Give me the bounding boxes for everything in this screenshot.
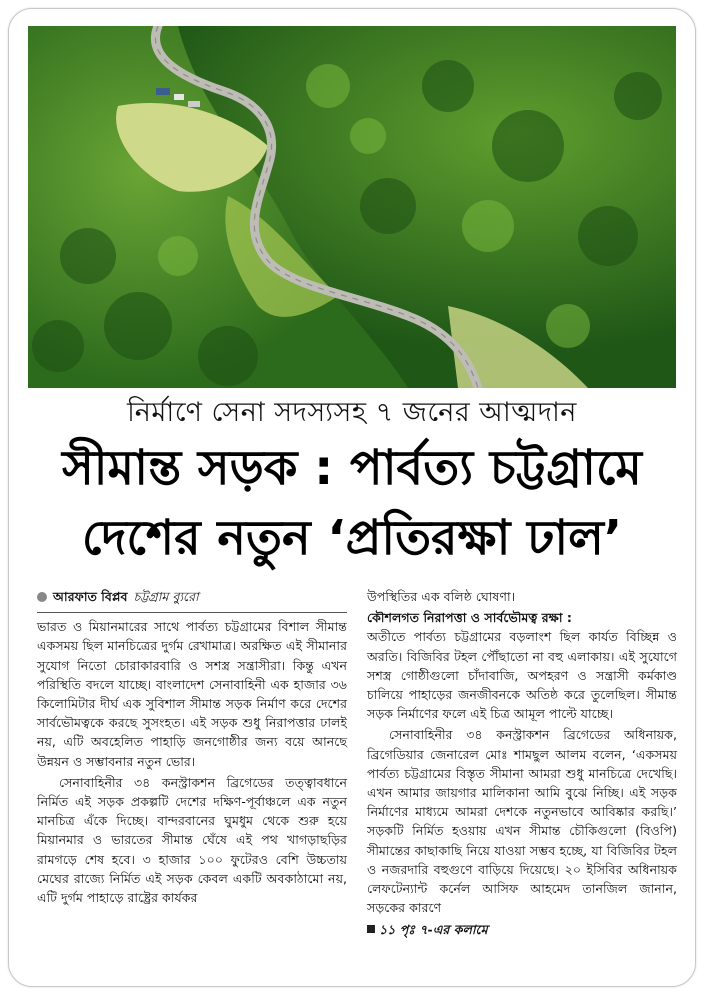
body-paragraph: সেনাবাহিনীর ৩৪ কনস্ট্রাকশন ব্রিগেডের তত্ত্বাবধানে নির্মিত এই সড়ক প্রকল্পটি দেশের দক্ষিণ-পূর্বাঞ্চলে এক নতুন মানচিত্র এঁকে দিচ্ছে। বান্দরবানের ঘুমধুম থেকে শুরু হয়ে মিয়ানমার ও ভারতের সীমান্ত ঘেঁষে এই পথ খাগড়াছড়ির রামগড়ে শেষ হবে। ৩ হাজার ১০০ ফুটেরও বেশি উচ্চতায় মেঘের রাজ্যে নির্মিত এই সড়ক কেবল একটি অবকাঠামো নয়, এটি দুর্গম পাহাড়ে রাষ্ট্রের কার্যকর (37, 774, 347, 906)
body-paragraph: উপস্থিতির এক বলিষ্ঠ ঘোষণা। (367, 589, 516, 604)
bullet-icon (37, 592, 47, 602)
newspaper-clipping (8, 8, 696, 987)
body-paragraph: ভারত ও মিয়ানমারের সাথে পার্বত্য চট্টগ্রামের বিশাল সীমান্ত একসময় ছিল মানচিত্রের দুর্গম রেখামাত্র। অরক্ষিত এই সীমানার সুযোগ নিতো চোরাকারবারি ও সশস্ত্র সন্ত্রাসীরা। কিন্তু এখন পরিস্থিতি বদলে যাচ্ছে। বাংলাদেশ সেনাবাহিনী এক হাজার ৩৬ কিলোমিটার দীর্ঘ এক সুবিশাল সীমান্ত সড়ক নির্মাণ করে দেশের সার্বভৌমত্বকে করছে সুসংহত। এই সড়ক শুধু নিরাপত্তার ঢালই নয়, এটি অবহেলিত পাহাড়ি জনগোষ্ঠীর জন্য বয়ে আনছে উন্নয়ন ও সম্ভাবনার নতুন ভোর। (37, 619, 347, 769)
square-bullet-icon (367, 925, 375, 933)
aerial-road-photo (28, 26, 676, 388)
body-paragraph: সেনাবাহিনীর ৩৪ কনস্ট্রাকশন ব্রিগেডের অধিনায়ক, ব্রিগেডিয়ার জেনারেল মোঃ শামছুল আলম বলেন, ‘একসময় পার্বত্য চট্টগ্রামের বিস্তৃত সীমানা আমরা শুধু মানচিত্রে দেখেছি। এখন আমার জায়গার মালিকানা আমি বুঝে নিচ্ছি। এই সড়ক নির্মাণের মাধ্যমে আমরা দেশকে নতুনভাবে আবিষ্কার করছি।’ সড়কটি নির্মিত হওয়ায় এখন সীমান্ত চৌকিগুলো (বিওপি) সীমান্তের কাছাকাছি নিয়ে যাওয়া সম্ভব হচ্ছে, যা বিজিবির টহল ও নজরদারি বহুগুণে বাড়িয়ে দিয়েছে। ২০ ইসিবির অধিনায়ক লেফটেন্যান্ট কর্নেল আসিফ আহমেদ তানজিল জানান, সড়কের কারণে (367, 727, 677, 916)
section-subhead: কৌশলগত নিরাপত্তা ও সার্বভৌমত্ব রক্ষা : (367, 610, 572, 626)
byline (37, 587, 347, 606)
jump-text: ১১ পৃঃ ৭-এর কলামে (379, 921, 488, 937)
headline-line-2: দেশের নতুন ‘প্রতিরক্ষা ঢাল’ (81, 510, 623, 566)
kicker-headline: নির্মাণে সেনা সদস্যসহ ৭ জনের আত্মদান (127, 397, 577, 428)
continuation-jump (367, 920, 488, 939)
headline-line-1: সীমান্ত সড়ক : পার্বত্য চট্টগ্রামে (62, 440, 642, 496)
bureau-name: চট্টগ্রাম ব্যুরো (133, 589, 199, 604)
body-paragraph: অতীতে পার্বত্য চট্টগ্রামের বড়লাংশ ছিল কার্যত বিচ্ছিন্ন ও অরতি। বিজিবির টহল পৌঁছাতো না বহু এলাকায়। এই সুযোগে সশস্ত্র গোষ্ঠীগুলো চাঁদাবাজি, অপহরণ ও সন্ত্রাসী কর্মকাণ্ড চালিয়ে পাহাড়ের জনজীবনকে অতিষ্ঠ করে তুলেছিল। সীমান্ত সড়ক নির্মাণের ফলে এই চিত্র আমূল পাল্টে যাচ্ছে। (367, 629, 677, 722)
byline-divider (37, 612, 347, 613)
photo-illustration (28, 26, 676, 388)
author-name: আরফাত বিপ্লব (53, 589, 128, 604)
left-column (37, 587, 347, 909)
right-column (367, 587, 677, 939)
